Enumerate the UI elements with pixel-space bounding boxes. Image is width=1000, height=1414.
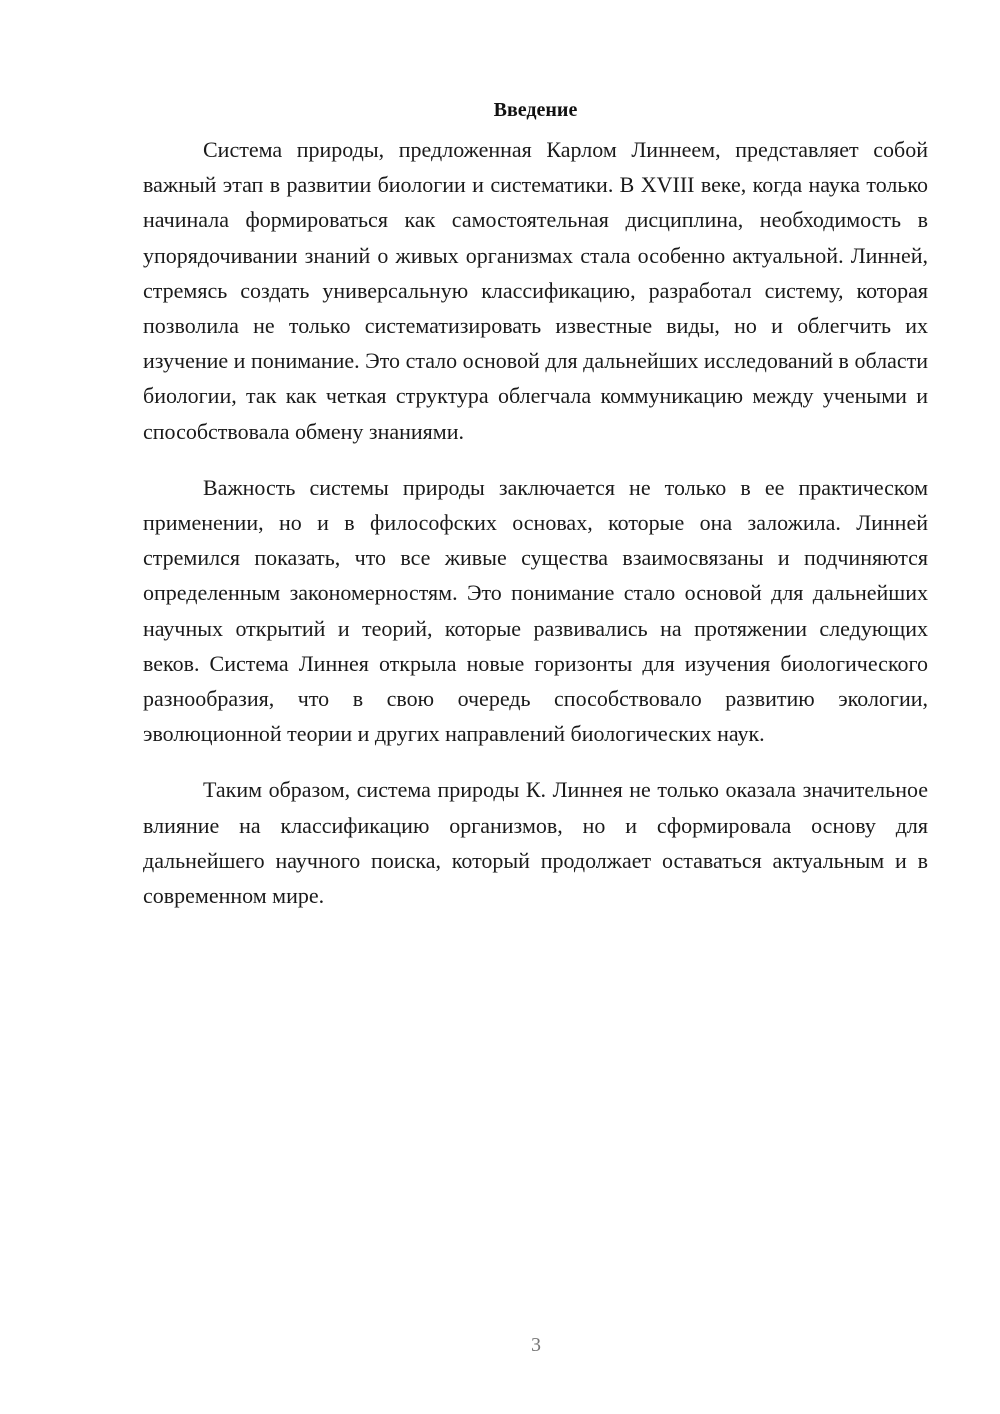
section-heading: Введение xyxy=(493,99,578,121)
page-content xyxy=(143,94,928,934)
paragraph-1: Система природы, предложенная Карлом Линнеем, представляет собой важный этап в развитии биологии и систематики. В XVIII веке, когда наука только начинала формироваться как самостоятельная дисциплина, необходимость в упорядочивании знаний о живых организмах стала особенно актуальной. Линней, стремясь создать универсальную классификацию, разработал систему, которая позволила не только систематизировать известные виды, но и облегчить их изучение и понимание. Это стало основой для дальнейших исследований в области биологии, так как четкая структура облегчала коммуникацию между учеными и способствовала обмену знаниями. xyxy=(143,137,928,444)
paragraph-3: Таким образом, система природы К. Линнея не только оказала значительное влияние на классификацию организмов, но и сформировала основу для дальнейшего научного поиска, который продолжает оставаться актуальным и в современном мире. xyxy=(143,777,928,909)
page-number: 3 xyxy=(531,1334,541,1356)
paragraph-2: Важность системы природы заключается не только в ее практическом применении, но и в философских основах, которые она заложила. Линней стремился показать, что все живые существа взаимосвязаны и подчиняются определенным закономерностям. Это понимание стало основой для дальнейших научных открытий и теорий, которые развивались на протяжении следующих веков. Система Линнея открыла новые горизонты для изучения биологического разнообразия, что в свою очередь способствовало развитию экологии, эволюционной теории и других направлений биологических наук. xyxy=(143,474,928,747)
